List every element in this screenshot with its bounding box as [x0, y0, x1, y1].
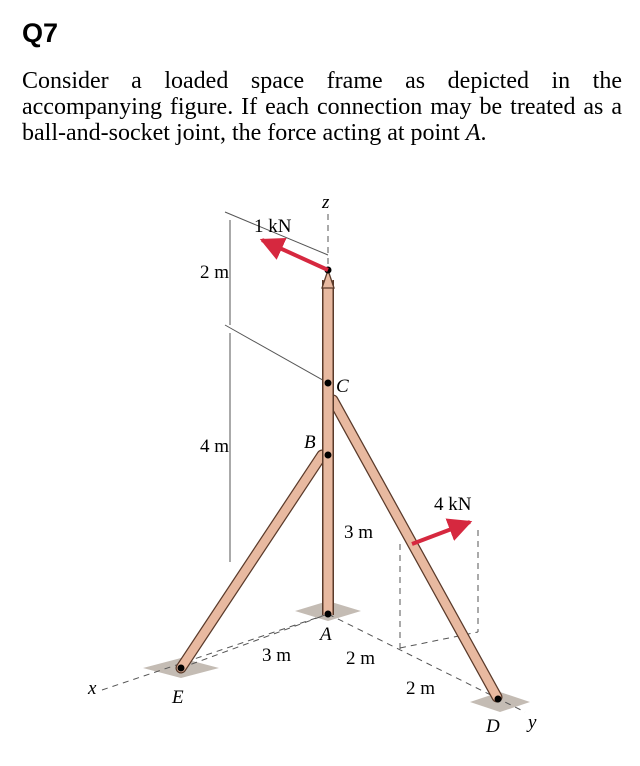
question-number: Q7	[22, 18, 59, 48]
dim-label-2m-top: 2 m	[200, 262, 230, 283]
dim-label-2m-ad: 2 m	[346, 648, 376, 669]
axis-label-x: x	[88, 678, 97, 699]
joint-a	[325, 611, 332, 618]
point-label-b: B	[304, 432, 316, 453]
member-vertical-column	[322, 270, 334, 615]
dim-label-4m: 4 m	[200, 436, 230, 457]
dim-label-3m-e: 3 m	[262, 645, 292, 666]
joint-d	[495, 696, 502, 703]
point-label-a: A	[320, 624, 332, 645]
point-label-e: E	[172, 687, 184, 708]
joint-b	[325, 452, 332, 459]
axis-label-z: z	[322, 192, 330, 213]
load-label-1kn: 1 kN	[254, 216, 292, 237]
question-body: Consider a loaded space frame as depicted in the accompanying figure. If each connection may be treated as a ball-and-socket joint, the force acting at point	[22, 68, 622, 146]
load-label-4kn: 4 kN	[434, 494, 472, 515]
dim-label-2m-d: 2 m	[406, 678, 436, 699]
question-point: A	[465, 120, 481, 146]
load-arrow-4kn	[412, 522, 470, 544]
question-end: .	[480, 120, 487, 146]
member-be	[181, 455, 322, 668]
dim-label-3m-ab: 3 m	[344, 522, 374, 543]
dim-line-mid	[225, 325, 328, 383]
joint-e	[178, 665, 185, 672]
load-arrow-1kn	[262, 240, 328, 270]
point-label-c: C	[336, 376, 349, 397]
point-label-d: D	[486, 716, 500, 737]
joint-c	[325, 380, 332, 387]
axis-label-y: y	[528, 712, 537, 733]
